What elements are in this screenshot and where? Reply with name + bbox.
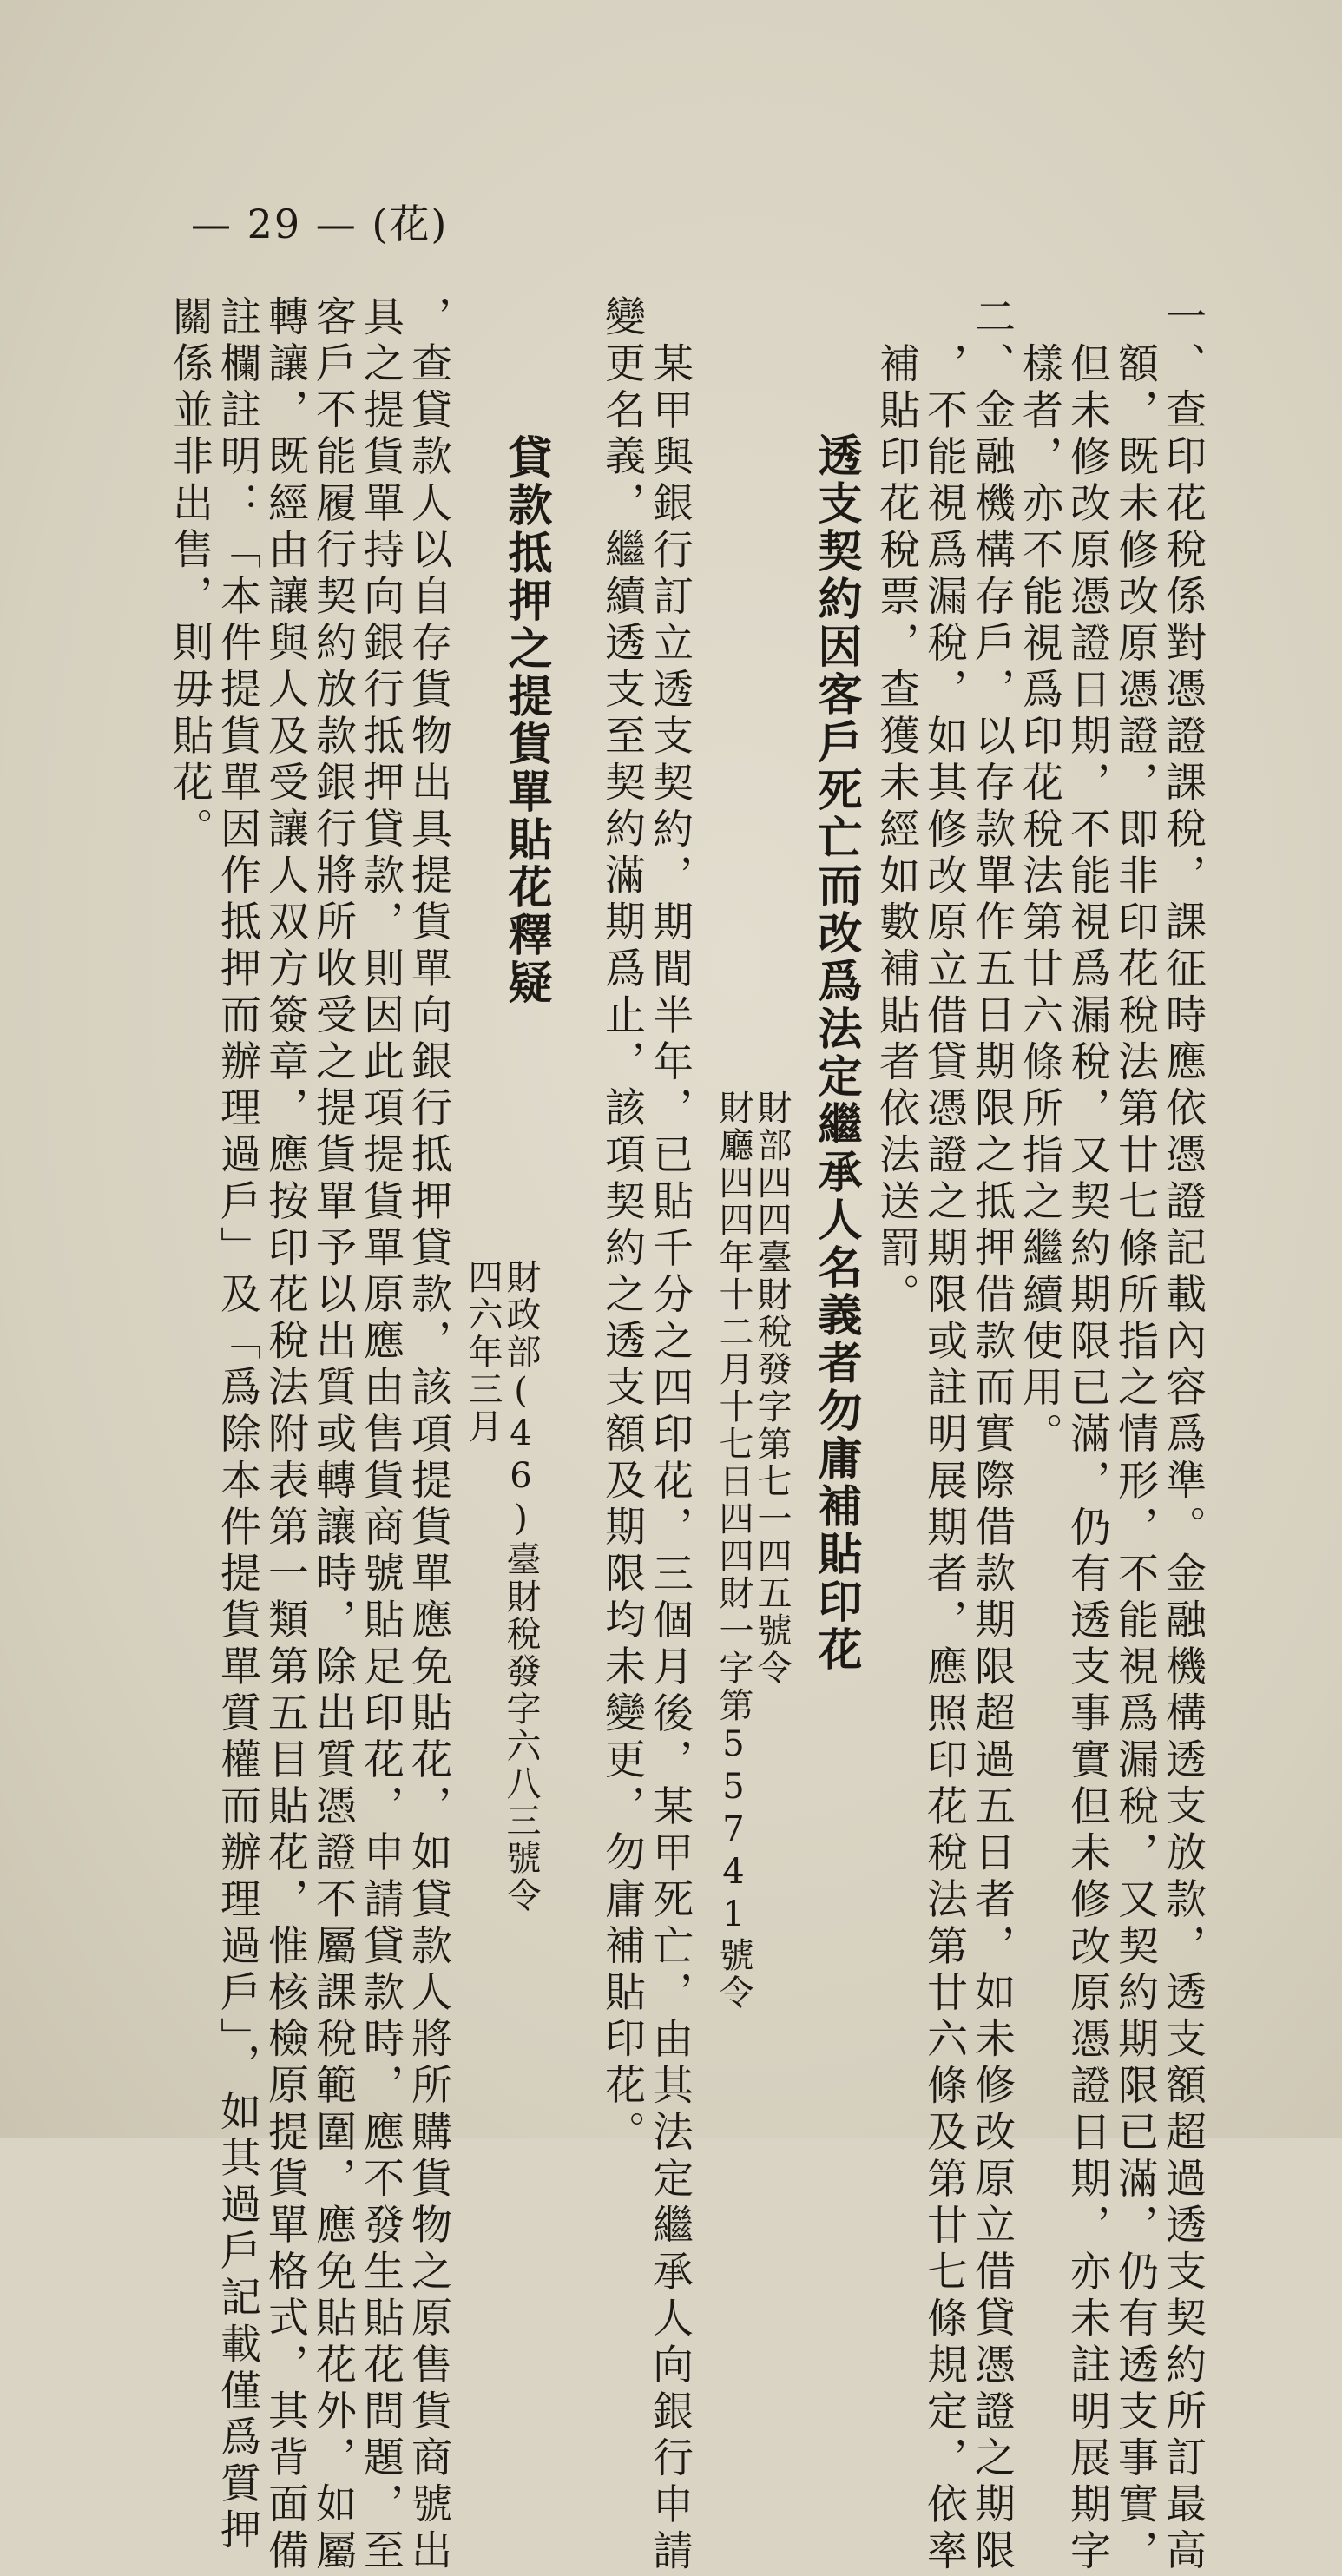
section-c-body-line-1: ，查貸款人以自存貨物出具提貨單向銀行抵押貸款，該項提貨單應免貼花，如貸款人將所購貨物之原售貨商號出	[405, 295, 452, 2576]
section-c-body-line-2: 具之提貨單持向銀行抵押貸款，則因此項提貨單原應由售貨商號貼足印花，申請貸款時，應不發生貼花問題，至	[357, 295, 405, 2576]
section-c-body-line-3: 客戶不能履行契約放款銀行將所收受之提貨單予以出質或轉讓時，除出質憑證不屬課稅範圍，應免貼花外，如屬	[309, 295, 357, 2576]
item-2-line-1: 二、金融機構存戶，以存款單作五日期限之抵押借款而實際借款期限超過五日者，如未修改原立借貸憑證之期限	[968, 295, 1016, 2576]
section-c-issuer-2: 四六年三月	[463, 1259, 503, 1446]
section-b-issuer-2: 財廳四四年十二月十七日四四財一字第55741號令	[714, 1090, 753, 2012]
page-number: — 29 — (花)	[191, 201, 449, 247]
section-c-issuer-1: 財政部(46)臺財稅發字六八三號令	[501, 1259, 541, 1914]
section-c-body-line-4: 轉讓，既經由讓與人及受讓人双方簽章，應按印花稅法附表第一類第五目貼花，惟核檢原提貨單格式，其背面備	[261, 295, 309, 2576]
item-1-line-4: 樣者，亦不能視爲印花稅法第廿六條所指之繼續使用。	[1016, 342, 1063, 1459]
section-b-body-line-1: 某甲與銀行訂立透支契約，期間半年，已貼千分之四印花，三個月後，某甲死亡，由其法定繼承人向銀行申請	[646, 342, 694, 2576]
section-b-title: 透支契約因客戶死亡而改爲法定繼承人名義者勿庸補貼印花	[810, 432, 861, 1674]
item-2-line-2: ，不能視爲漏稅，如其修改原立借貸憑證之期限或註明展期者，應照印花稅法第廿六條及第廿七條規定，依率	[920, 342, 968, 2576]
item-1-line-1: 一、查印花稅係對憑證課稅，課征時應依憑證記載內容爲準。金融機構透支放款，透支額超過透支契約所訂最高	[1159, 295, 1207, 2576]
item-1-line-2: 額，既未修改原憑證，即非印花稅法第廿七條所指之情形，不能視爲漏稅，又契約期限已滿，仍有透支事實，	[1111, 342, 1159, 2576]
section-c-body-line-5: 註欄註明：「本件提貨單因作抵押而辦理過戶」及「爲除本件提貨單質權而辦理過戶」，如其過戶記載僅爲質押	[214, 295, 261, 2555]
item-2-line-3: 補貼印花稅票，查獲未經如數補貼者依法送罰。	[872, 342, 920, 1320]
item-1-line-3: 但未修改原憑證日期，不能視爲漏稅，又契約期限已滿，仍有透支事實但未修改原憑證日期，亦未註明展期字	[1063, 342, 1111, 2576]
section-b-issuer-1: 財部四四臺財稅發字第七一四五號令	[752, 1090, 792, 1687]
section-b-body-line-2: 變更名義，繼續透支至契約滿期爲止，該項契約之透支額及期限均未變更，勿庸補貼印花。	[598, 295, 646, 2157]
section-c-title: 貸款抵押之提貨單貼花釋疑	[500, 434, 551, 1007]
section-c-body-line-6: 關係並非出售，則毋貼花。	[166, 295, 214, 854]
